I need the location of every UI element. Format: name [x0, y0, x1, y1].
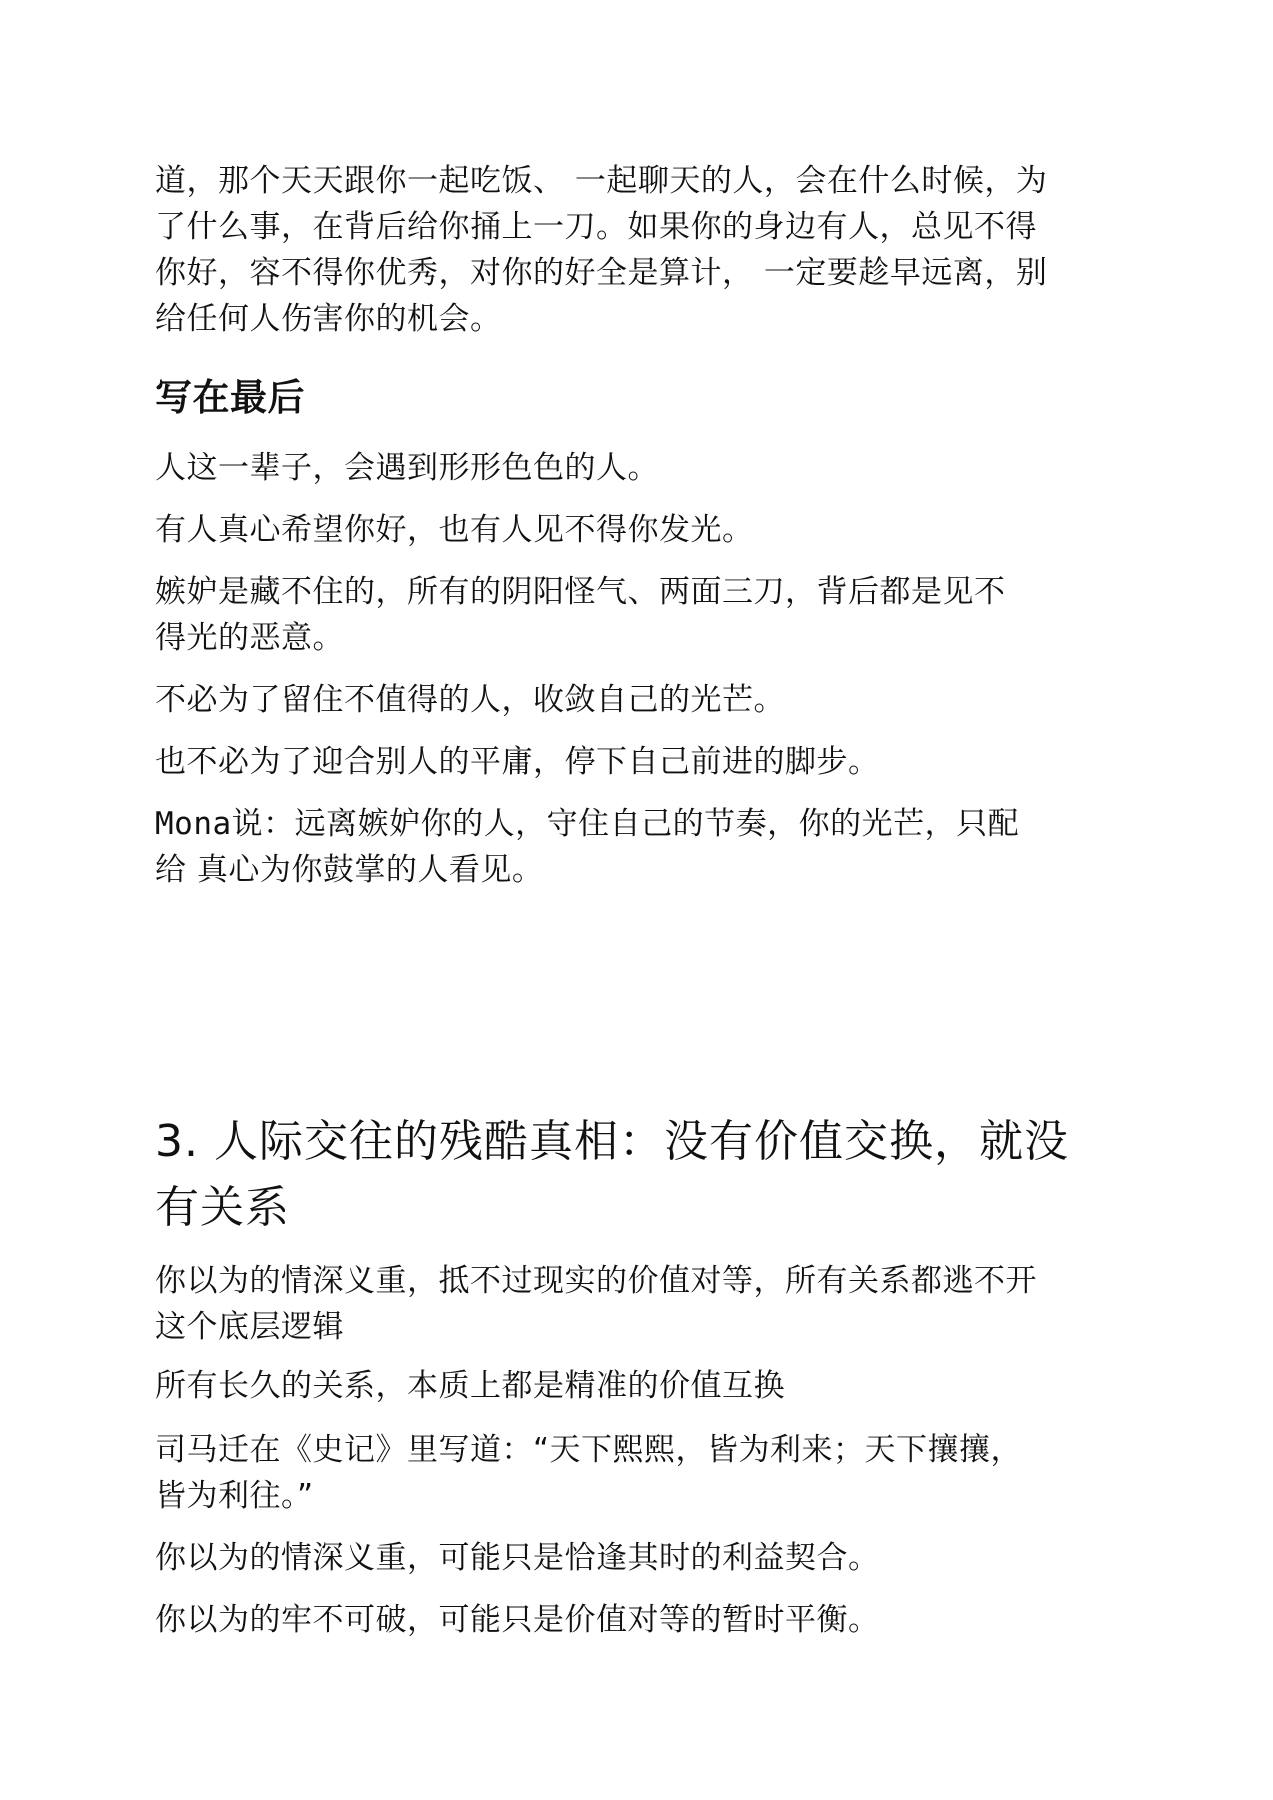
paragraph-line: 嫉妒是藏不住的，所有的阴阳怪气、两面三刀，背后都是见不 — [155, 574, 1006, 610]
paragraph: 人这一辈子，会遇到形形色色的人。 — [155, 450, 659, 486]
paragraph: 不必为了留住不值得的人，收敛自己的光芒。 — [155, 682, 785, 718]
paragraph-line: 给 真心为你鼓掌的人看见。 — [155, 852, 544, 888]
intro-line-4: 给任何人伤害你的机会。 — [155, 301, 502, 337]
section-title-line-1: 3. 人际交往的残酷真相：没有价值交换，就没 — [155, 1116, 1069, 1167]
quote-text: 说：远离嫉妒你的人，守住自己的节奏，你的光芒，只配 — [231, 806, 1020, 842]
intro-line-1: 道，那个天天跟你一起吃饭、 一起聊天的人，会在什么时候，为 — [155, 163, 1048, 199]
intro-line-3: 你好，容不得你优秀，对你的好全是算计， 一定要趁早远离，别 — [155, 255, 1048, 291]
paragraph-line: 皆为利往。” — [155, 1478, 314, 1514]
speaker-name: Mona — [155, 806, 232, 842]
section-title-line-2: 有关系 — [155, 1182, 290, 1233]
intro-line-2: 了什么事，在背后给你捅上一刀。如果你的身边有人，总见不得 — [155, 209, 1037, 245]
paragraph: 你以为的牢不可破，可能只是价值对等的暂时平衡。 — [155, 1602, 880, 1638]
paragraph-line: 你以为的情深义重，抵不过现实的价值对等，所有关系都逃不开 — [155, 1263, 1037, 1299]
paragraph: 有人真心希望你好，也有人见不得你发光。 — [155, 512, 754, 548]
paragraph-line: 这个底层逻辑 — [155, 1309, 344, 1345]
section-heading-final: 写在最后 — [155, 376, 305, 419]
paragraph: 所有长久的关系，本质上都是精准的价值互换 — [155, 1368, 785, 1404]
paragraph-line: 司马迁在《史记》里写道：“天下熙熙，皆为利来；天下攘攘， — [155, 1432, 1023, 1468]
paragraph-line — [155, 801, 1115, 847]
paragraph: 也不必为了迎合别人的平庸，停下自己前进的脚步。 — [155, 744, 880, 780]
paragraph: 你以为的情深义重，可能只是恰逢其时的利益契合。 — [155, 1540, 880, 1576]
paragraph-line: 得光的恶意。 — [155, 620, 344, 656]
